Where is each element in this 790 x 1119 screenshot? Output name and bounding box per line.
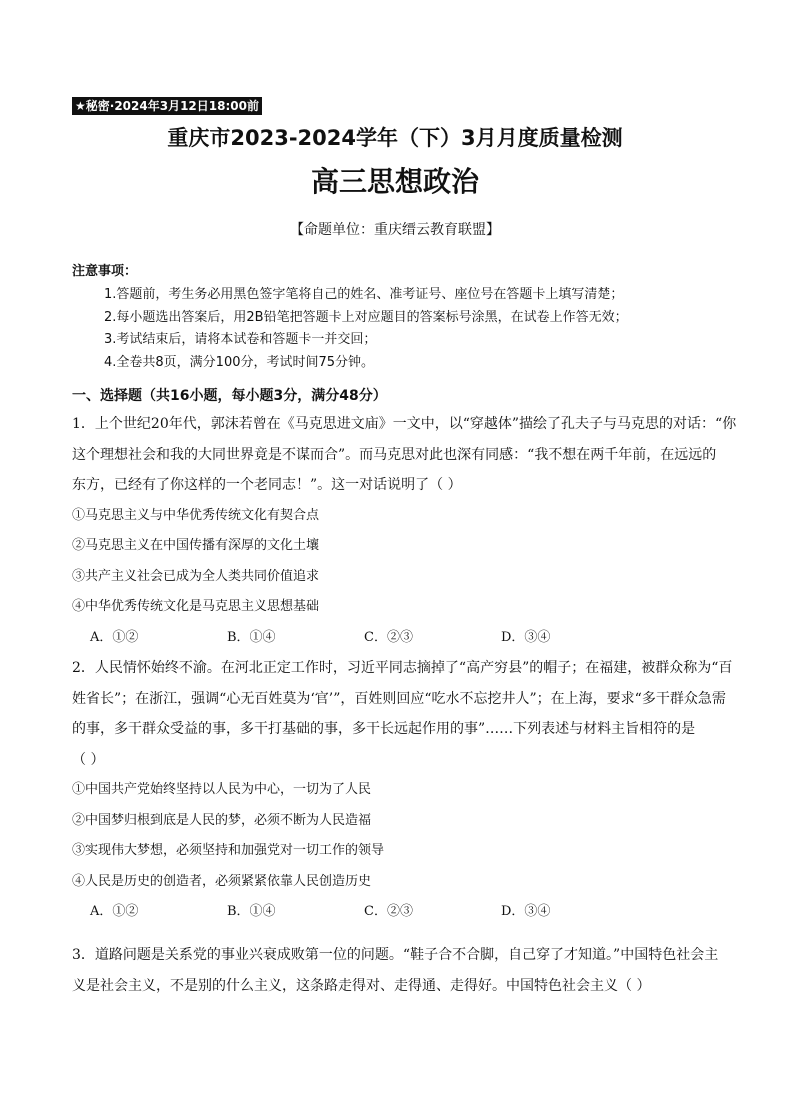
secret-label: ★秘密·2024年3月12日18:00前 bbox=[72, 97, 262, 115]
question-text: 这个理想社会和我的大同世界竟是不谋而合”。而马克思对此也深有同感：“我不想在两千年前，在远远的 bbox=[72, 446, 717, 463]
choice-a: A．①② bbox=[90, 629, 139, 645]
notice-item: 3.考试结束后，请将本试卷和答题卡一并交回； bbox=[104, 332, 377, 347]
statement-option: ④人民是历史的创造者，必须紧紧依靠人民创造历史 bbox=[72, 873, 372, 889]
notice-title: 注意事项： bbox=[72, 264, 138, 279]
statement-option: ①马克思主义与中华优秀传统文化有契合点 bbox=[72, 507, 320, 523]
statement-option: ④中华优秀传统文化是马克思主义思想基础 bbox=[72, 599, 320, 614]
question-2 bbox=[72, 657, 733, 932]
statement-option: ③共产主义社会已成为全人类共同价值追求 bbox=[72, 568, 320, 584]
question-3 bbox=[72, 944, 722, 1005]
question-text: 姓省长”；在浙江，强调“心无百姓莫为‘官’”，百姓则回应“吃水不忘挖井人”；在上海，要求“多干群众急需 bbox=[72, 690, 726, 707]
statement-option: ③实现伟大梦想，必须坚持和加强党对一切工作的领导 bbox=[72, 843, 385, 858]
section-title: 一、选择题（共16小题，每小题3分，满分48分） bbox=[72, 388, 387, 404]
choice-d: D．③④ bbox=[501, 629, 551, 645]
question-text: 义是社会主义，不是别的什么主义，这条路走得对、走得通、走得好。中国特色社会主义（ ） bbox=[72, 977, 651, 994]
notice-item: 1.答题前，考生务必用黑色签字笔将自己的姓名、准考证号、座位号在答题卡上填写清楚； bbox=[104, 287, 624, 302]
choice-c: C．②③ bbox=[364, 629, 413, 645]
subject-title: 高三思想政治 bbox=[310, 165, 479, 198]
question-text: 3．道路问题是关系党的事业兴衰成败第一位的问题。“鞋子合不合脚，自己穿了才知道。”中国特色社会主 bbox=[72, 947, 719, 963]
statement-option: ②中国梦归根到底是人民的梦，必须不断为人民造福 bbox=[72, 812, 372, 828]
choice-b: B．①④ bbox=[227, 904, 276, 919]
choice-d: D．③④ bbox=[501, 904, 551, 919]
answer-choices bbox=[72, 627, 722, 658]
issuing-unit: 【命题单位：重庆缙云教育联盟】 bbox=[290, 222, 500, 238]
notice-item: 2.每小题选出答案后，用2B铅笔把答题卡上对应题目的答案标号涂黑，在试卷上作答无效； bbox=[104, 309, 628, 325]
question-1 bbox=[72, 413, 737, 657]
question-text: 的事，多干群众受益的事，多干打基础的事，多干长远起作用的事”……下列表述与材料主旨相符的是 bbox=[72, 721, 696, 737]
question-text: 2．人民情怀始终不渝。在河北正定工作时，习近平同志摘掉了“高产穷县”的帽子；在福建，被群众称为“百 bbox=[72, 660, 733, 676]
question-text: 东方，已经有了你这样的一个老同志！”。这一对话说明了（ ） bbox=[72, 477, 462, 493]
choice-b: B．①④ bbox=[227, 629, 276, 645]
exam-title: 重庆市2023-2024学年（下）3月月度质量检测 bbox=[167, 126, 623, 150]
question-text: （ ） bbox=[72, 751, 105, 768]
statement-option: ②马克思主义在中国传播有深厚的文化土壤 bbox=[72, 538, 320, 553]
question-text: 1．上个世纪20年代，郭沫若曾在《马克思进文庙》一文中，以“穿越体”描绘了孔夫子与马克思的对话：“你 bbox=[72, 416, 737, 432]
answer-choices bbox=[72, 901, 722, 932]
statement-option: ①中国共产党始终坚持以人民为中心，一切为了人民 bbox=[72, 782, 372, 797]
notice-list bbox=[104, 284, 628, 374]
choice-c: C．②③ bbox=[364, 904, 413, 919]
choice-a: A．①② bbox=[90, 904, 139, 919]
notice-item: 4.全卷共8页，满分100分，考试时间75分钟。 bbox=[104, 354, 375, 370]
